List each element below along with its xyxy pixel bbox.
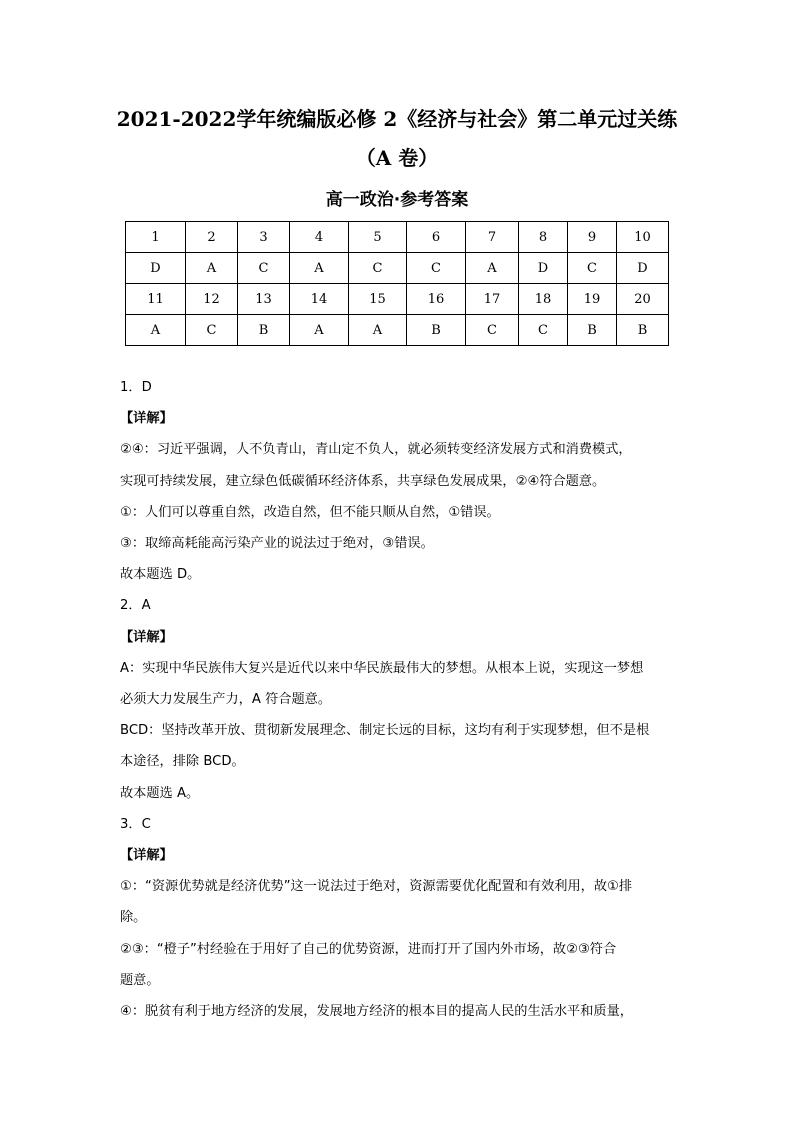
question-number-cell: 15 [349, 284, 407, 315]
question-number-cell: 4 [290, 222, 349, 253]
text-line: 必须大力发展生产力，A 符合题意。 [120, 692, 332, 708]
question-number-cell: 16 [407, 284, 466, 315]
answer-cell: B [407, 315, 466, 346]
answer-cell: A [290, 315, 349, 346]
text-line: 题意。 [120, 972, 160, 988]
answer-cell: A [126, 315, 186, 346]
question-number-cell: 12 [186, 284, 238, 315]
text-line: 除。 [120, 910, 147, 926]
question-number-cell: 20 [617, 284, 669, 315]
question-number-cell: 11 [126, 284, 186, 315]
question-number-cell: 5 [349, 222, 407, 253]
answer-cell: D [519, 253, 568, 284]
question-number-cell: 17 [466, 284, 519, 315]
text-line: ②④：习近平强调，人不负青山，青山定不负人，就必须转变经济发展方式和消费模式， [120, 442, 632, 458]
question-number-cell: 7 [466, 222, 519, 253]
answer-cell: B [238, 315, 290, 346]
question-number-row [126, 284, 669, 315]
question-number-cell: 8 [519, 222, 568, 253]
document-title: 2021-2022学年统编版必修 2《经济与社会》第二单元过关练 [116, 107, 678, 131]
answer-cell: B [568, 315, 617, 346]
question-number-cell: 13 [238, 284, 290, 315]
question-number-row [126, 222, 669, 253]
answer-cell: A [186, 253, 238, 284]
answer-cell: A [290, 253, 349, 284]
document-subtitle: 高一政治·参考答案 [325, 190, 469, 210]
text-line: 1．D [120, 380, 152, 395]
answer-explanations [120, 372, 680, 1027]
section-heading: 【详解】 [120, 848, 173, 864]
answer-cell: B [617, 315, 669, 346]
text-line: 2．A [120, 598, 151, 614]
text-line: BCD：坚持改革开放、贯彻新发展理念、制定长远的目标，这均有利于实现梦想，但不是根 [120, 723, 650, 739]
question-number-cell: 14 [290, 284, 349, 315]
answer-cell: A [349, 315, 407, 346]
question-number-cell: 9 [568, 222, 617, 253]
text-line: ④：脱贫有利于地方经济的发展，发展地方经济的根本目的提高人民的生活水平和质量， [120, 1004, 633, 1020]
section-heading: 【详解】 [120, 629, 173, 645]
answer-cell: C [466, 315, 519, 346]
document-title-volume: （A 卷） [355, 146, 439, 170]
answer-cell: C [238, 253, 290, 284]
answer-cell: A [466, 253, 519, 284]
section-heading: 【详解】 [120, 411, 173, 427]
answer-cell: C [349, 253, 407, 284]
question-number-cell: 3 [238, 222, 290, 253]
text-line: ①：“资源优势就是经济优势”这一说法过于绝对，资源需要优化配置和有效利用，故①排 [120, 879, 633, 895]
question-number-cell: 18 [519, 284, 568, 315]
question-number-cell: 1 [126, 222, 186, 253]
text-line: 故本题选 A。 [120, 785, 200, 801]
text-line: 故本题选 D。 [120, 567, 201, 583]
text-line: ③：取缔高耗能高污染产业的说法过于绝对，③错误。 [120, 536, 434, 552]
text-line: ②③：“橙子”村经验在于用好了自己的优势资源，进而打开了国内外市场，故②③符合 [120, 941, 617, 957]
text-line: 3．C [120, 816, 151, 832]
question-number-cell: 10 [617, 222, 669, 253]
text-line: A：实现中华民族伟大复兴是近代以来中华民族最伟大的梦想。从根本上说，实现这一梦想 [120, 660, 644, 676]
answer-cell: C [407, 253, 466, 284]
question-number-cell: 2 [186, 222, 238, 253]
question-number-cell: 6 [407, 222, 466, 253]
answer-cell: C [519, 315, 568, 346]
text-line: 本途径，排除 BCD。 [120, 754, 245, 770]
answer-row [126, 315, 669, 346]
answer-table [125, 221, 669, 346]
text-line: 实现可持续发展，建立绿色低碳循环经济体系，共享绿色发展成果，②④符合题意。 [120, 473, 606, 489]
text-line: ①：人们可以尊重自然，改造自然，但不能只顺从自然，①错误。 [120, 504, 500, 520]
answer-row [126, 253, 669, 284]
answer-cell: C [568, 253, 617, 284]
answer-cell: D [617, 253, 669, 284]
question-number-cell: 19 [568, 284, 617, 315]
answer-cell: C [186, 315, 238, 346]
answer-cell: D [126, 253, 186, 284]
